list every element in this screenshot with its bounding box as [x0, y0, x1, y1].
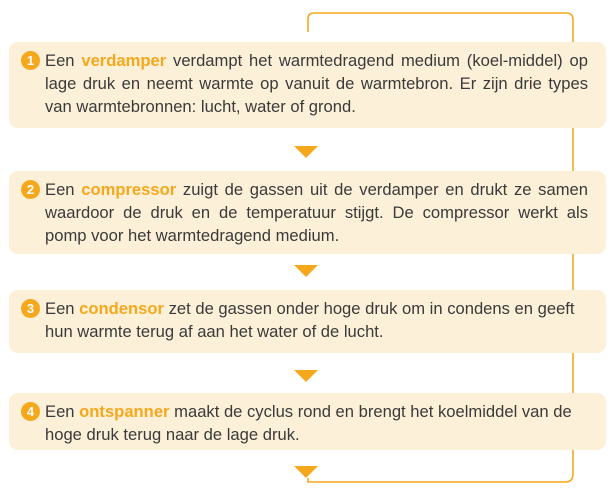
step-2-description [45, 178, 588, 247]
step-1-text: verdampt het warmtedragend medium (koel-middel) op lage druk en neemt warmte op vanuit de warmtebron. Er zijn drie types van warmtebronnen: lucht, water of grond. [45, 51, 588, 116]
step-3-lead: Een [45, 299, 75, 318]
down-arrow-icon [294, 265, 318, 277]
step-2-text: zuigt de gassen uit de verdamper en drukt ze samen waardoor de druk en de temperatuur stijgt. De compressor werkt als pomp voor het warmtedragend medium. [45, 180, 588, 245]
step-1-keyword: verdamper [81, 51, 167, 70]
step-2-box [9, 171, 606, 254]
step-1-description [45, 49, 588, 118]
step-3-keyword: condensor [79, 299, 164, 318]
step-3-text: zet de gassen onder hoge druk om in condens en geeft hun warmte terug af aan het water of de lucht. [45, 299, 575, 341]
step-3-box [9, 290, 606, 353]
step-4-box [9, 393, 606, 450]
step-2-lead: Een [45, 180, 75, 199]
step-3-description [45, 297, 588, 343]
step-4-keyword: ontspanner [79, 402, 170, 421]
down-arrow-icon [294, 146, 318, 158]
down-arrow-icon [294, 466, 318, 478]
step-4-number-badge: 4 [21, 402, 40, 421]
step-4-description [45, 400, 588, 446]
step-2-number-badge: 2 [21, 180, 40, 199]
step-2-keyword: compressor [81, 180, 177, 199]
step-3-number-badge: 3 [21, 299, 40, 318]
step-4-lead: Een [45, 402, 75, 421]
step-1-box [9, 42, 606, 128]
step-1-lead: Een [45, 51, 75, 70]
down-arrow-icon [294, 370, 318, 382]
step-4-text: maakt de cyclus rond en brengt het koelmiddel van de hoge druk terug naar de lage druk. [45, 402, 572, 444]
step-1-number-badge: 1 [21, 51, 40, 70]
